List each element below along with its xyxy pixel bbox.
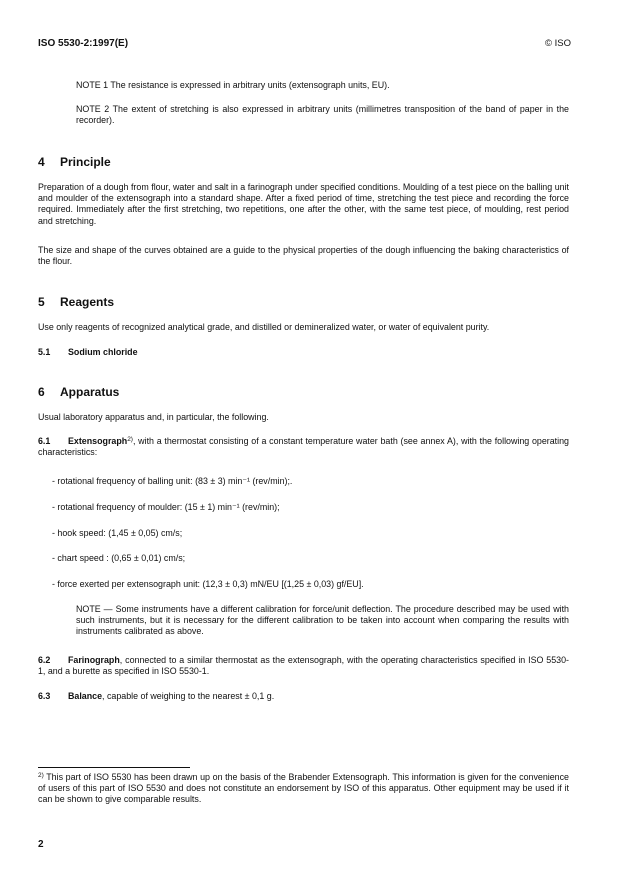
- subsection-6-2-text: , connected to a similar thermostat as the extensograph, with the operating characteristics specified in ISO 5530-1, and a burette as specified in ISO 5530-1.: [38, 655, 569, 677]
- list-item: - rotational frequency of moulder: (15 ± 1) min⁻¹ (rev/min);: [52, 502, 280, 512]
- list-item: - force exerted per extensograph unit: (12,3 ± 0,3) mN/EU [(1,25 ± 0,03) gf/EU].: [52, 579, 364, 589]
- section-6-title: Apparatus: [60, 385, 120, 399]
- list-item: - chart speed : (0,65 ± 0,01) cm/s;: [52, 553, 186, 563]
- section-6-heading: [38, 385, 119, 399]
- subsection-6-2: [38, 655, 569, 677]
- footnote-text: This part of ISO 5530 has been drawn up on the basis of the Brabender Extensograph. This information is given for the convenience of users of this part of ISO 5530 and does not constitute an endorsement by ISO of this apparatus. Other equipment may be used if it can be shown to give comparable results.: [38, 772, 569, 805]
- page-number: 2: [38, 839, 44, 850]
- section-4-title: Principle: [60, 155, 111, 169]
- section-4-heading: [38, 155, 111, 169]
- note-2: NOTE 2 The extent of stretching is also expressed in arbitrary units (millimetres transposition of the band of paper in the recorder).: [76, 104, 569, 126]
- apparatus-note: NOTE — Some instruments have a different calibration for force/unit deflection. The procedure described may be used with such instruments, but it is necessary for the different calibration to be taken into account when comparing the results with instruments calibrated as above.: [76, 604, 569, 637]
- subsection-6-2-title: Farinograph: [68, 655, 120, 665]
- subsection-5-1-number: 5.1: [38, 347, 51, 357]
- subsection-6-3-title: Balance: [68, 691, 103, 701]
- section-4-paragraph-1: Preparation of a dough from flour, water and salt in a farinograph under specified conditions. Moulding of a test piece on the balling unit and moulder of the extensograph into a standard shape. After a fixed period of time, stretching the test piece and recording the force required. Immediately after the first stretching, two repetitions, one after the other, with the same test piece, of moulding, rest period and stretching.: [38, 182, 569, 226]
- section-5-heading: [38, 295, 114, 309]
- subsection-5-1: [38, 347, 569, 358]
- section-6-number: 6: [38, 385, 45, 399]
- subsection-6-3-text: , capable of weighing to the nearest ± 0,1 g.: [102, 691, 275, 701]
- document-id: ISO 5530-2:1997(E): [38, 38, 129, 49]
- section-4-paragraph-2: The size and shape of the curves obtained are a guide to the physical properties of the dough influencing the baking characteristics of the flour.: [38, 245, 569, 267]
- list-item: - rotational frequency of balling unit: (83 ± 3) min⁻¹ (rev/min);.: [52, 476, 293, 486]
- section-5-number: 5: [38, 295, 45, 309]
- section-5-title: Reagents: [60, 295, 115, 309]
- footnote-marker: 2): [38, 772, 44, 779]
- section-5-paragraph: Use only reagents of recognized analytical grade, and distilled or demineralized water, or water of equivalent purity.: [38, 322, 490, 332]
- subsection-6-1: [38, 436, 569, 458]
- subsection-6-1-title: Extensograph: [68, 436, 128, 446]
- subsection-6-1-number: 6.1: [38, 436, 51, 446]
- list-item: - hook speed: (1,45 ± 0,05) cm/s;: [52, 528, 183, 538]
- footnote-reference: 2): [127, 436, 133, 443]
- copyright-mark: © ISO: [544, 38, 571, 49]
- subsection-6-1-text: , with a thermostat consisting of a constant temperature water bath (see annex A), with the following operating characteristics:: [38, 436, 569, 458]
- subsection-6-2-number: 6.2: [38, 655, 51, 665]
- footnote: [38, 772, 569, 806]
- footnote-separator: [38, 767, 190, 768]
- note-1: NOTE 1 The resistance is expressed in arbitrary units (extensograph units, EU).: [76, 80, 390, 90]
- subsection-6-3-number: 6.3: [38, 691, 51, 701]
- section-4-number: 4: [38, 155, 45, 169]
- subsection-5-1-title: Sodium chloride: [68, 347, 138, 357]
- subsection-6-3: [38, 691, 569, 702]
- section-6-intro: Usual laboratory apparatus and, in particular, the following.: [38, 412, 269, 422]
